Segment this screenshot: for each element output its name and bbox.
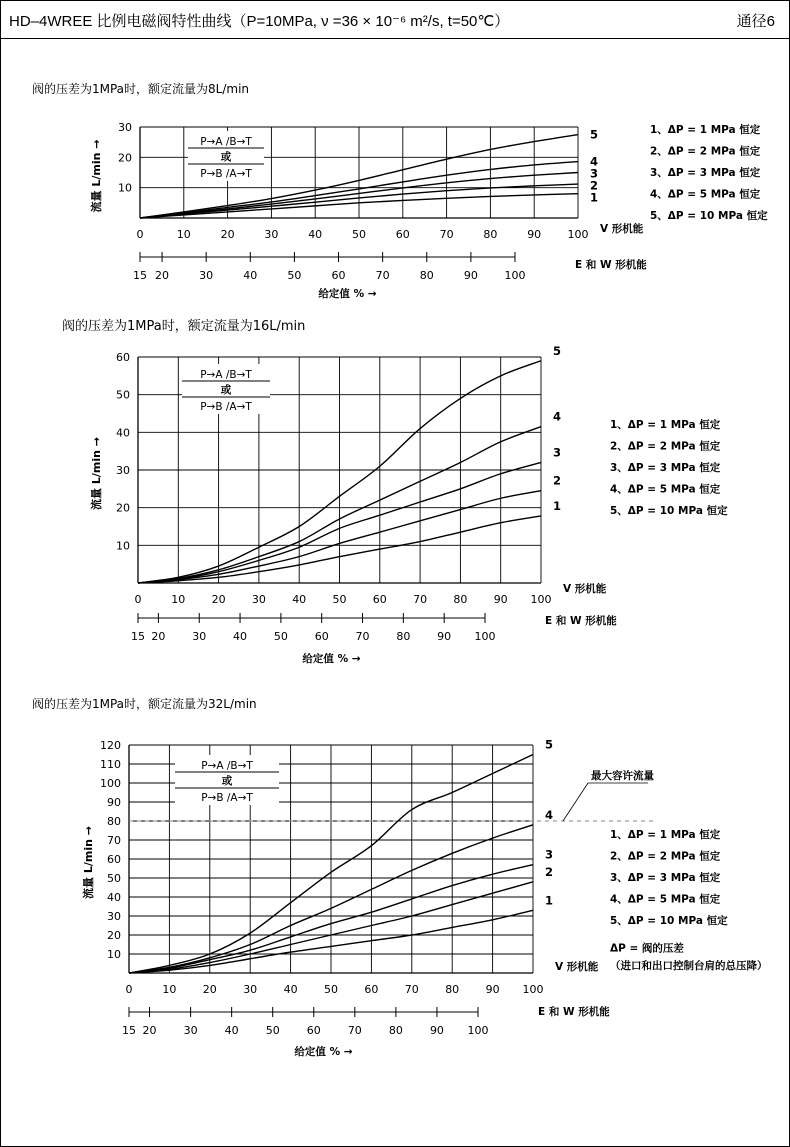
ew-tick-label: 40 — [243, 269, 258, 282]
legend-item: 5、ΔP = 10 MPa 恒定 — [610, 505, 728, 517]
flow-path-label: P→A /B→T — [201, 760, 253, 772]
legend-item: 2、ΔP = 2 MPa 恒定 — [610, 850, 721, 863]
series-label: 4 — [590, 154, 599, 169]
x-tick-label: 40 — [308, 228, 323, 241]
ew-tick-label: 70 — [375, 269, 390, 282]
flow-path-label: P→A /B→T — [200, 369, 252, 381]
ew-function-label: E 和 W 形机能 — [575, 259, 647, 271]
x-tick-label: 20 — [211, 593, 226, 606]
x-tick-label: 0 — [136, 228, 144, 241]
legend-item: 5、ΔP = 10 MPa 恒定 — [610, 915, 728, 927]
x-tick-label: 50 — [332, 593, 347, 606]
y-tick-label: 10 — [118, 181, 132, 195]
setpoint-label: 给定值 % → — [318, 288, 377, 300]
x-tick-label: 10 — [171, 593, 186, 606]
setpoint-label: 给定值 % → — [302, 653, 361, 665]
ew-tick-label: 60 — [306, 1024, 321, 1037]
legend-item: 1、ΔP = 1 MPa 恒定 — [650, 124, 761, 136]
ew-tick-label: 40 — [233, 630, 248, 643]
v-function-label: V 形机能 — [600, 223, 644, 235]
y-tick-label: 50 — [116, 388, 130, 402]
x-tick-label: 90 — [527, 228, 542, 241]
series-label: 5 — [590, 127, 599, 142]
legend-item: 2、ΔP = 2 MPa 恒定 — [610, 440, 721, 453]
ew-tick-label: 80 — [396, 630, 411, 643]
ew-tick-label: 30 — [183, 1024, 198, 1037]
ew-tick-label: 15 — [122, 1024, 136, 1037]
x-tick-label: 70 — [439, 228, 454, 241]
legend-note: ΔP = 阀的压差 — [610, 942, 684, 955]
y-tick-label: 30 — [107, 910, 121, 923]
series-label: 1 — [590, 190, 599, 205]
series-label: 2 — [553, 473, 562, 488]
y-tick-label: 40 — [116, 426, 130, 440]
max-flow-label: 最大容许流量 — [591, 770, 654, 782]
v-function-label: V 形机能 — [563, 583, 607, 595]
flow-path-label: P→B /A→T — [200, 168, 252, 180]
series-label: 3 — [590, 166, 599, 181]
x-tick-label: 10 — [162, 983, 177, 996]
setpoint-label: 给定值 % → — [294, 1046, 353, 1058]
x-tick-label: 60 — [372, 593, 387, 606]
y-tick-label: 30 — [116, 464, 130, 477]
x-tick-label: 50 — [324, 983, 338, 996]
ew-tick-label: 50 — [287, 269, 302, 282]
y-tick-label: 70 — [107, 834, 121, 847]
legend-item: 3、ΔP = 3 MPa 恒定 — [610, 462, 721, 474]
legend-item: 3、ΔP = 3 MPa 恒定 — [610, 872, 721, 884]
x-tick-label: 20 — [220, 228, 235, 241]
x-tick-label: 90 — [485, 983, 500, 996]
flow-path-label: 或 — [220, 384, 232, 396]
legend-item: 4、ΔP = 5 MPa 恒定 — [610, 483, 721, 496]
chart-title: 阀的压差为1MPa时，额定流量为16L/min — [62, 319, 306, 334]
ew-tick-label: 90 — [429, 1024, 444, 1037]
series-label: 2 — [590, 178, 599, 193]
flow-path-label: P→A /B→T — [200, 136, 252, 148]
x-tick-label: 20 — [202, 983, 217, 996]
y-tick-label: 90 — [107, 796, 121, 809]
y-tick-label: 20 — [107, 929, 121, 942]
legend-item: 3、ΔP = 3 MPa 恒定 — [650, 167, 761, 179]
flow-path-label: P→B /A→T — [201, 792, 253, 804]
y-tick-label: 10 — [107, 948, 121, 961]
x-tick-label: 70 — [413, 593, 428, 606]
ew-tick-label: 20 — [155, 269, 170, 282]
ew-tick-label: 100 — [504, 269, 526, 282]
legend-note: （进口和出口控制台肩的总压降） — [610, 960, 768, 972]
flow-path-label: 或 — [221, 775, 233, 787]
chart-title: 阀的压差为1MPa时，额定流量为32L/min — [32, 697, 257, 711]
ew-tick-label: 100 — [474, 630, 496, 643]
ew-tick-label: 50 — [265, 1024, 280, 1037]
series-label: 1 — [545, 893, 554, 908]
legend-item: 5、ΔP = 10 MPa 恒定 — [650, 210, 768, 222]
ew-tick-label: 30 — [192, 630, 207, 643]
y-tick-label: 20 — [118, 151, 132, 165]
ew-tick-label: 90 — [437, 630, 452, 643]
y-tick-label: 80 — [107, 815, 121, 828]
x-tick-label: 0 — [134, 593, 142, 606]
x-tick-label: 100 — [530, 593, 552, 606]
x-tick-label: 30 — [243, 983, 258, 996]
ew-function-label: E 和 W 形机能 — [545, 615, 617, 627]
series-label: 5 — [545, 737, 554, 752]
x-tick-label: 60 — [364, 983, 379, 996]
y-tick-label: 60 — [116, 351, 130, 364]
x-tick-label: 30 — [251, 593, 266, 606]
series-label: 3 — [553, 445, 562, 460]
y-tick-label: 60 — [107, 853, 121, 866]
y-axis-label: 流量 L/min → — [82, 826, 95, 899]
series-label: 1 — [553, 498, 562, 513]
max-flow-leader — [563, 783, 588, 821]
ew-tick-label: 90 — [463, 269, 478, 282]
y-tick-label: 40 — [107, 891, 121, 904]
y-tick-label: 50 — [107, 872, 121, 885]
y-axis-label: 流量 L/min → — [90, 437, 103, 510]
ew-tick-label: 70 — [355, 630, 370, 643]
y-tick-label: 110 — [100, 758, 121, 771]
legend-item: 1、ΔP = 1 MPa 恒定 — [610, 419, 721, 431]
flow-path-label: 或 — [220, 151, 232, 163]
ew-tick-label: 80 — [419, 269, 434, 282]
x-tick-label: 100 — [522, 983, 544, 996]
ew-tick-label: 40 — [224, 1024, 239, 1037]
ew-tick-label: 60 — [331, 269, 346, 282]
ew-tick-label: 60 — [314, 630, 329, 643]
bore-label: 通径6 — [736, 13, 775, 30]
series-label: 5 — [553, 343, 562, 358]
x-tick-label: 40 — [283, 983, 298, 996]
chart-title: 阀的压差为1MPa时，额定流量为8L/min — [32, 82, 250, 96]
x-tick-label: 70 — [404, 983, 419, 996]
ew-tick-label: 20 — [151, 630, 166, 643]
x-tick-label: 80 — [483, 228, 498, 241]
ew-tick-label: 70 — [347, 1024, 362, 1037]
ew-tick-label: 80 — [388, 1024, 403, 1037]
series-label: 3 — [545, 847, 554, 862]
x-tick-label: 100 — [567, 228, 589, 241]
legend-item: 2、ΔP = 2 MPa 恒定 — [650, 145, 761, 158]
flow-path-label: P→B /A→T — [200, 401, 252, 413]
y-tick-label: 10 — [116, 539, 130, 553]
y-tick-label: 100 — [100, 777, 121, 790]
series-label: 4 — [553, 409, 562, 424]
x-tick-label: 90 — [493, 593, 508, 606]
x-tick-label: 50 — [352, 228, 366, 241]
y-tick-label: 120 — [100, 739, 121, 752]
x-tick-label: 80 — [453, 593, 468, 606]
x-tick-label: 0 — [125, 983, 133, 996]
y-tick-label: 20 — [116, 501, 130, 515]
page-title: HD–4WREE 比例电磁阀特性曲线（P=10MPa, ν =36 × 10⁻⁶ m²/s, t=50℃） — [9, 13, 510, 30]
ew-function-label: E 和 W 形机能 — [538, 1006, 610, 1018]
ew-tick-label: 15 — [131, 630, 145, 643]
legend-item: 4、ΔP = 5 MPa 恒定 — [610, 893, 721, 906]
series-label: 2 — [545, 864, 554, 879]
x-tick-label: 60 — [395, 228, 410, 241]
x-tick-label: 10 — [176, 228, 191, 241]
ew-tick-label: 100 — [467, 1024, 489, 1037]
x-tick-label: 40 — [292, 593, 307, 606]
v-function-label: V 形机能 — [555, 961, 599, 973]
y-axis-label: 流量 L/min → — [90, 139, 103, 213]
y-tick-label: 30 — [118, 121, 132, 134]
ew-tick-label: 30 — [199, 269, 214, 282]
series-label: 4 — [545, 807, 554, 822]
ew-tick-label: 20 — [142, 1024, 157, 1037]
x-tick-label: 80 — [445, 983, 460, 996]
legend-item: 1、ΔP = 1 MPa 恒定 — [610, 829, 721, 841]
x-tick-label: 30 — [264, 228, 279, 241]
ew-tick-label: 50 — [273, 630, 288, 643]
legend-item: 4、ΔP = 5 MPa 恒定 — [650, 188, 761, 201]
ew-tick-label: 15 — [133, 269, 147, 282]
